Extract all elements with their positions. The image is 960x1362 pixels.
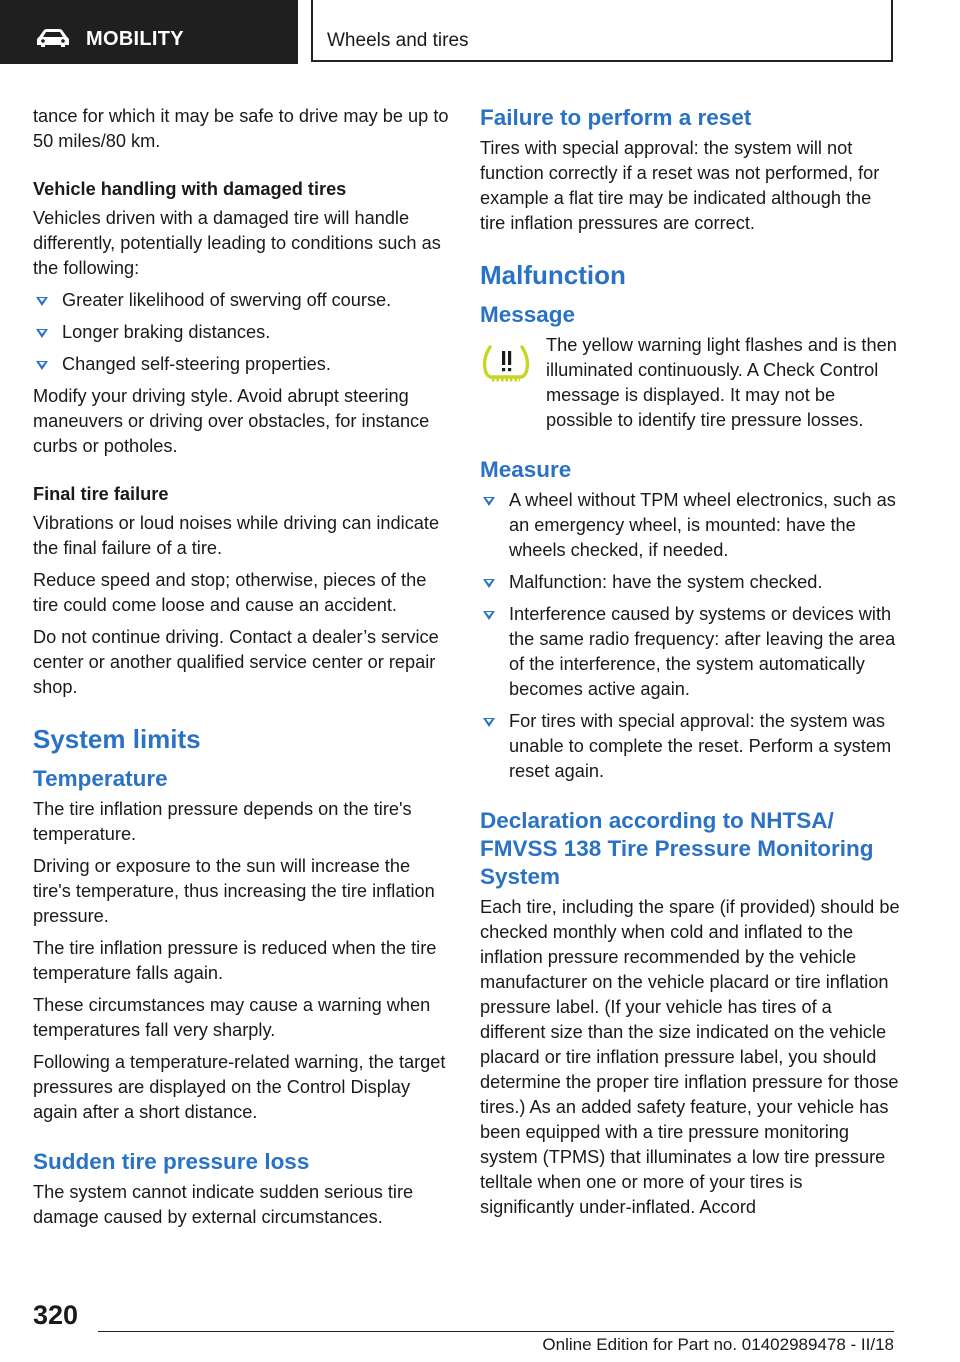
list-item: Malfunction: have the system checked. [480, 570, 900, 595]
chapter-header [311, 0, 893, 62]
bullet-triangle-icon [36, 329, 48, 338]
heading-measure: Measure [480, 457, 572, 482]
bullet-triangle-icon [483, 497, 495, 506]
chapter-title: Wheels and tires [327, 30, 469, 51]
paragraph: Following a temperature-related warning, the target pressures are displayed on the Control Display again after a short distance. [33, 1052, 446, 1122]
paragraph: Do not continue driving. Contact a dealer’s service center or another qualified service center or repair shop. [33, 627, 439, 697]
heading-declaration: Declaration according to NHTSA/ FMVSS 138 Tire Pressure Monitoring System [480, 808, 874, 889]
subheading-damaged-tires: Vehicle handling with damaged tires [33, 179, 347, 199]
heading-message: Message [480, 302, 576, 327]
paragraph: The system cannot indicate sudden serious tire damage caused by external circumstances. [33, 1182, 414, 1227]
left-column [33, 104, 451, 1237]
paragraph: Modify your driving style. Avoid abrupt steering maneuvers or driving over obstacles, for instance curbs or potholes. [33, 386, 430, 456]
paragraph: Driving or exposure to the sun will increase the tire's temperature, thus increasing the tire inflation pressure. [33, 856, 435, 926]
bullet-triangle-icon [483, 579, 495, 588]
paragraph: The tire inflation pressure depends on the tire's temperature. [33, 799, 412, 844]
page-number: 320 [33, 1300, 79, 1330]
paragraph: Vibrations or loud noises while driving can indicate the final failure of a tire. [33, 513, 440, 558]
heading-reset-failure: Failure to perform a reset [480, 105, 752, 130]
edition-note: Online Edition for Part no. 01402989478 - II/18 [542, 1335, 894, 1354]
heading-system-limits: System limits [33, 724, 201, 754]
paragraph: Reduce speed and stop; otherwise, pieces of the tire could come loose and cause an accident. [33, 570, 427, 615]
list-item: Interference caused by systems or devices with the same radio frequency: after leaving the area of the interference, the system automatically becomes active again. [480, 602, 900, 702]
damaged-tires-list [33, 288, 451, 377]
heading-sudden-loss: Sudden tire pressure loss [33, 1149, 310, 1174]
subheading-final-failure: Final tire failure [33, 484, 169, 504]
paragraph: Vehicles driven with a damaged tire will handle differently, potentially leading to conditions such as the following: [33, 208, 441, 278]
tire-pressure-warning-icon [480, 343, 532, 385]
paragraph: The tire inflation pressure is reduced when the tire temperature falls again. [33, 938, 437, 983]
bullet-triangle-icon [36, 361, 48, 370]
paragraph: Each tire, including the spare (if provided) should be checked monthly when cold and inflated to the inflation pressure recommended by the vehicle manufacturer on the vehicle placard or tire inflation pressure label. (If your vehicle has tires of a different size than the size indicated on the vehicle placard or tire inflation pressure label, you should determine the proper tire inflation pressure for those tires.) As an added safety feature, your vehicle has been equipped with a tire pressure monitoring system (TPMS) that illuminates a low tire pressure telltale when one or more of your tires is significantly under-inflated. Accord [480, 897, 900, 1217]
heading-malfunction: Malfunction [480, 260, 626, 290]
paragraph: The yellow warning light flashes and is then illuminated continuously. A Check Control message is displayed. It may not be possible to identify tire pressure losses. [546, 335, 897, 430]
paragraph: tance for which it may be safe to drive may be up to 50 miles/80 km. [33, 106, 449, 151]
section-tab [0, 0, 298, 64]
list-item: For tires with special approval: the system was unable to complete the reset. Perform a system reset again. [480, 709, 900, 784]
measure-list [480, 488, 900, 784]
list-item: Longer braking distances. [33, 320, 451, 345]
section-label: MOBILITY [86, 28, 184, 50]
bullet-triangle-icon [483, 611, 495, 620]
heading-temperature: Temperature [33, 766, 168, 791]
bullet-triangle-icon [483, 718, 495, 727]
list-item: Greater likelihood of swerving off course. [33, 288, 451, 313]
footer-divider [98, 1331, 894, 1332]
bullet-triangle-icon [36, 297, 48, 306]
car-icon [36, 28, 70, 48]
list-item: Changed self-steering properties. [33, 352, 451, 377]
paragraph: These circumstances may cause a warning when temperatures fall very sharply. [33, 995, 431, 1040]
right-column [480, 104, 900, 1227]
list-item: A wheel without TPM wheel electronics, such as an emergency wheel, is mounted: have the wheels checked, if needed. [480, 488, 900, 563]
paragraph: Tires with special approval: the system will not function correctly if a reset was not performed, for example a flat tire may be indicated although the tire inflation pressures are correct. [480, 138, 880, 233]
message-block [480, 333, 900, 433]
